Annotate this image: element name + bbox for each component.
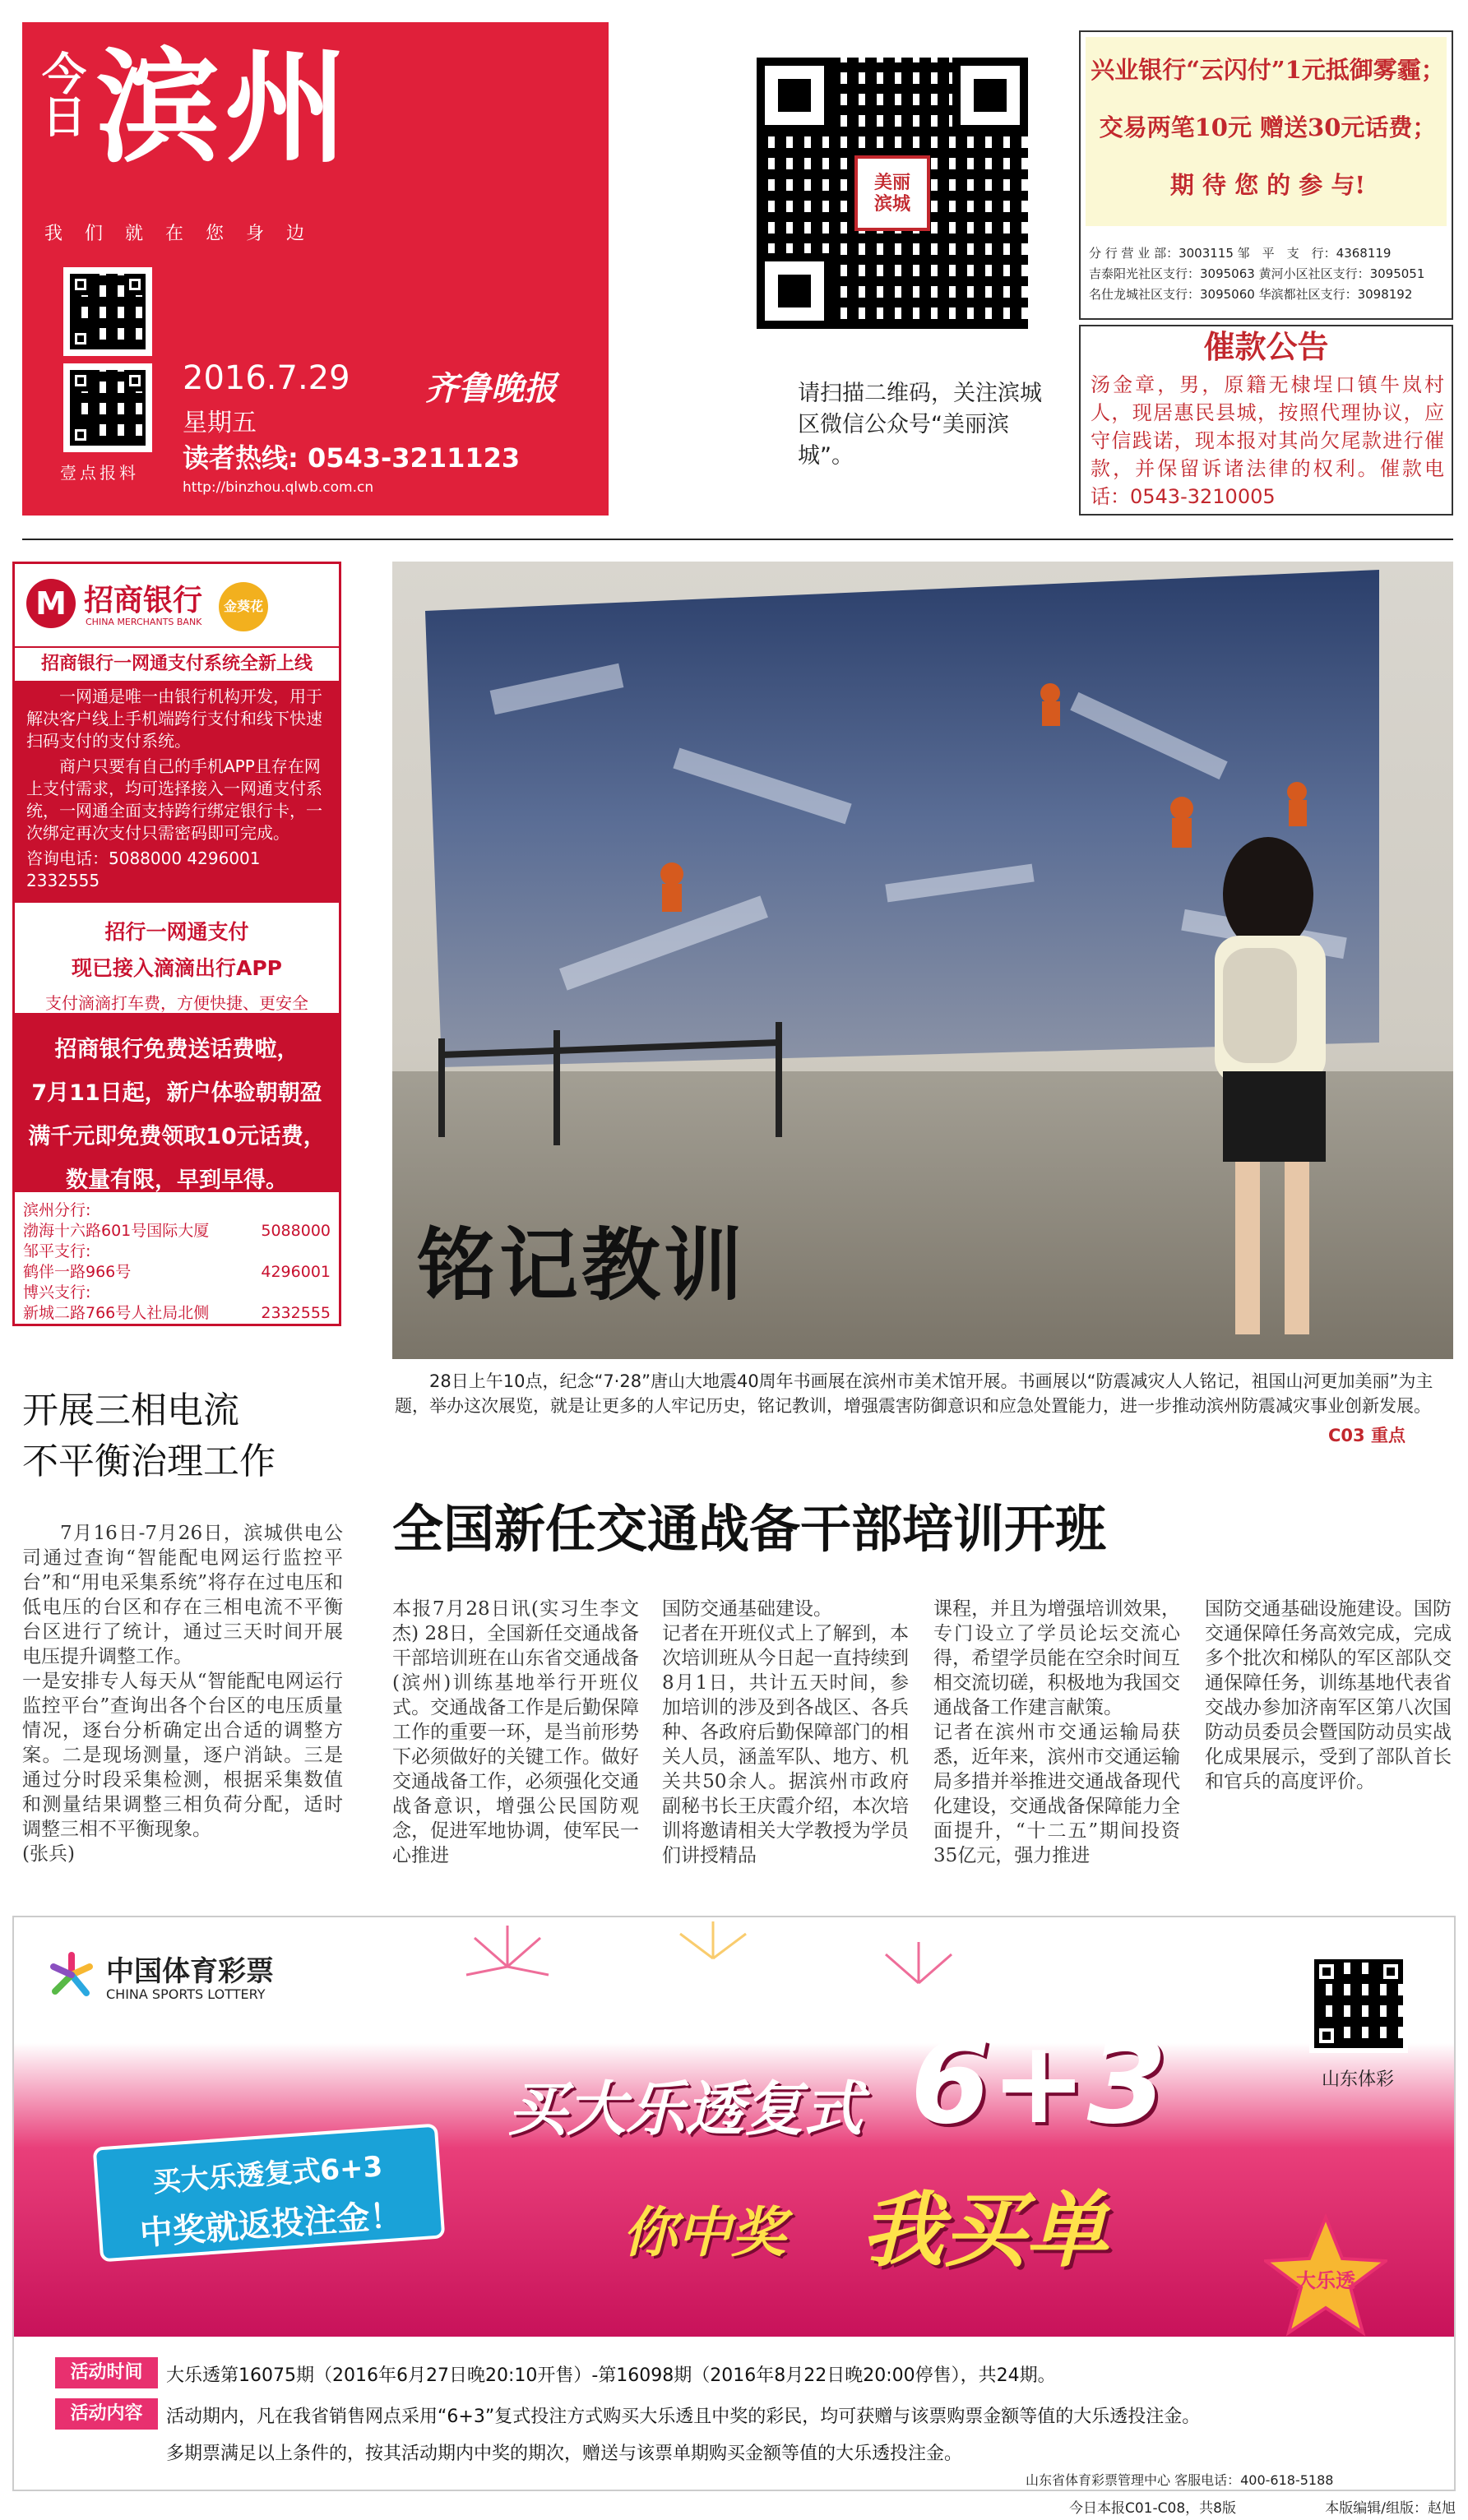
wechat-box (732, 33, 1044, 477)
daletou-logo-text: 大乐透 (1296, 2269, 1355, 2292)
lottery-qr[interactable] (1309, 1954, 1408, 2053)
activity-period-text: 大乐透第16075期（2016年6月27日晚20:10开售）-第16098期（2016年8月22日晚20:00停售），共24期。 (166, 2365, 1056, 2386)
lottery-logo-icon (47, 1950, 96, 2000)
cmb-branch-addr: 新城二路766号人社局北侧 (23, 1304, 210, 1322)
cmb-header (15, 564, 339, 646)
xingye-line-3: 期 待 您 的 参 与! (1169, 171, 1366, 199)
left-article-title (22, 1385, 351, 1487)
lottery-brand-en: CHINA SPORTS LOTTERY (106, 1986, 266, 2002)
lottery-slogan-b: 我买单 (861, 2182, 1108, 2278)
website-url[interactable]: http://binzhou.qlwb.com.cn (183, 479, 374, 496)
top-divider (22, 539, 1453, 540)
lottery-footer: 山东省体育彩票管理中心 客服电话：400-618-5188 (1026, 2472, 1334, 2488)
cmb-branch-name: 邹平支行: (23, 1242, 91, 1260)
news-photo (392, 562, 1453, 1359)
daletou-logo (1264, 2213, 1387, 2337)
cmb-promo-2-line-4: 数量有限，早到早得。 (66, 1168, 288, 1193)
cmb-info-panel (15, 681, 339, 903)
footer-edition: 今日本报C01-C08，共8版 (1069, 2500, 1236, 2517)
photo-caption: 28日上午10点，纪念“7·28”唐山大地震40周年书画展在滨州市美术馆开展。书画展以“防震减灾人人铭记，祖国山河更加美丽”为主题，举办这次展览，就是让更多的人牢记历史，铭记教训，增强震害防御意识和应急处置能力，进一步推动滨州防震减灾事业创新发展。 (395, 1371, 1433, 1416)
activity-content-text-2: 多期票满足以上条件的，按其活动期内中奖的期次，赠送与该票单期购买金额等值的大乐透投注金。 (166, 2444, 963, 2464)
photo-headline: 铭记教训 (417, 1219, 746, 1311)
lottery-brand: 中国体育彩票 (106, 1955, 274, 1988)
weekday: 星期五 (183, 409, 257, 437)
cmb-contact: 咨询电话：5088000 4296001 2332555 (26, 848, 261, 890)
qr-code-icon (70, 274, 146, 349)
cmb-bank-name: 招商银行 (84, 584, 203, 617)
lottery-qr-label: 山东体彩 (1322, 2069, 1395, 2090)
qr-label: 壹点报料 (60, 463, 139, 483)
cmb-branch-tel: 4296001 (261, 1263, 331, 1281)
cmb-promo-1 (15, 904, 339, 1011)
lottery-headline-number: 6+3 (910, 2016, 1168, 2150)
lottery-slogan-a: 你中奖 (623, 2201, 785, 2264)
left-article-title-line-2: 不平衡治理工作 (22, 1440, 276, 1482)
report-qr[interactable] (63, 267, 152, 356)
xingye-branch-1: 分 行 营 业 部：3003115 邹 平 支 行：4368119 (1089, 246, 1392, 261)
footer-editor: 本版编辑/组版：赵旭 (1325, 2500, 1456, 2517)
cmb-promo-1-note: 支付滴滴打车费，方便快捷、更安全 (45, 993, 308, 1013)
cmb-promo-2-line-2: 7月11日起，新户体验朝朝盈 (31, 1080, 322, 1106)
lottery-badge-line-1: 买大乐透复式6+3 (151, 2150, 384, 2199)
notice-body: 汤金章，男，原籍无棣埕口镇牛岚村人，现居惠民县城，按照代理协议，应守信践诺，现本报对其尚欠尾款进行催款，并保留诉诸法律的权利。催款电话：0543-3210005 (1091, 373, 1444, 508)
cmb-branch-name: 滨州分行: (23, 1201, 91, 1219)
issue-date: 2016.7.29 (183, 359, 350, 397)
qr-code-icon (70, 370, 146, 446)
logo-main: 滨州 (96, 37, 354, 180)
cmb-para-2: 商户只要有自己的手机APP且存在网上支付需求，均可选择接入一网通支付系统，一网通全面支持跨行绑定银行卡，一次绑定再次支付只需密码即可完成。 (26, 756, 322, 843)
sunflower-icon: 金葵花 (219, 582, 268, 631)
qr-code-icon (1314, 1959, 1403, 2048)
cmb-bank-ad (12, 562, 341, 1326)
cmb-bank-name-en: CHINA MERCHANTS BANK (86, 617, 202, 627)
paper-name: 齐鲁晚报 (425, 369, 557, 408)
cmb-branch-addr: 渤海十六路601号国际大厦 (23, 1222, 210, 1240)
cmb-promo-1-sub: 现已接入滴滴出行APP (72, 956, 282, 980)
lottery-ad (12, 1916, 1456, 2491)
cmb-para-1: 一网通是唯一由银行机构开发，用于解决客户线上手机端跨行支付和线下快速扫码支付的支付系统。 (26, 687, 322, 751)
cmb-branches (15, 1195, 339, 1324)
cmb-headline: 招商银行一网通支付系统全新上线 (15, 646, 339, 679)
main-article-col-4: 国防交通基础设施建设。国防交通保障任务高效完成，完成多个批次和梯队的军区部队交通保障任务，训练基地代表省交战办参加济南军区第八次国防动员委员会暨国防动员实战化成果展示，受到了部队首长和官兵的高度评价。 (1205, 1598, 1452, 1792)
logo-small: 今日 (42, 49, 86, 143)
main-article-title: 全国新任交通战备干部培训开班 (392, 1499, 1107, 1559)
cmb-branch-addr: 鹤伴一路966号 (23, 1263, 132, 1281)
xingye-line-1: 兴业银行“云闪付”1元抵御雾霾； (1091, 56, 1445, 84)
lottery-headline: 买大乐透复式 (507, 2074, 864, 2143)
lottery-badge-line-2: 中奖就返投注金！ (138, 2196, 404, 2254)
main-article-col-1: 本报7月28日讯(实习生李文杰) 28日，全国新任交通战备干部培训班在山东省交通战备(滨州)训练基地举行开班仪式。交通战备工作是后勤保障工作的重要一环，是当前形势下必须做好的关键工作。做好交通战备工作，必须强化交通战备意识，增强公民国防观念，促进军地协调，使军民一心推进 (392, 1598, 639, 1866)
main-article-col-3: 课程，并且为增强培训效果，专门设立了学员论坛交流心得，希望学员能在空余时间互相交流切磋，积极地为我国交通战备工作建言献策。 记者在滨州市交通运输局获悉，近年来，滨州市交通运输局多措并举推进交通战备现代化建设，交通战备保障能力全面提升，“十二五”期间投资35亿元，强力推进 (933, 1598, 1180, 1866)
left-article-body: 7月16日-7月26日，滨城供电公司通过查询“智能配电网运行监控平台”和“用电采集系统”将存在过电压和低电压的台区和存在三相电流不平衡台区进行了统计，通过三天时间开展电压提升调整工作。 一是安排专人每天从“智能配电网运行监控平台”查询出各个台区的电压质量情况，逐台分析确定出合适的调整方案。二是现场测量，逐户消缺。三是通过分时段采集检测，根据采集数值和测量结果调整三相负荷分配，适时调整三相不平衡现象。 (张兵) (22, 1523, 343, 1865)
xingye-branch-3: 名仕龙城社区支行：3095060 华滨都社区支行：3098192 (1089, 287, 1413, 302)
cmb-promo-2-line-3: 满千元即免费领取10元话费， (28, 1124, 326, 1149)
payment-notice (1079, 325, 1453, 516)
wechat-caption: 请扫描二维码，关注滨城区微信公众号“美丽滨城”。 (798, 381, 1042, 469)
main-article-col-2: 国防交通基础建设。 记者在开班仪式上了解到，本次培训班从今日起一直持续到8月1日，共计五天时间，参加培训的涉及到各战区、各兵种、各政府后勤保障部门的相关人员，涵盖军队、地方、机关共50余人。据滨州市政府副秘书长王庆霞介绍，本次培训将邀请相关大学教授为学员们讲授精品 (662, 1598, 909, 1866)
cmb-branch-tel: 2332555 (261, 1304, 331, 1322)
reader-hotline: 读者热线: 0543-3211123 (183, 442, 521, 474)
activity-content-text: 活动期内，凡在我省销售网点采用“6+3”复式投注方式购买大乐透且中奖的彩民，均可获赠与该票购票金额等值的大乐透投注金。 (166, 2407, 1201, 2427)
qr-code-icon (757, 58, 1028, 329)
lottery-badge (93, 2124, 446, 2263)
xingye-line-2: 交易两笔10元 赠送30元话费； (1099, 113, 1437, 141)
cmb-branch-name: 博兴支行: (23, 1283, 91, 1302)
cmb-branch-tel: 5088000 (261, 1222, 331, 1240)
activity-content-label: 活动内容 (55, 2398, 158, 2430)
cmb-promo-1-title: 招行一网通支付 (104, 920, 249, 944)
cmb-promo-2 (15, 1013, 339, 1192)
xingye-branch-2: 吉泰阳光社区支行：3095063 黄河小区社区支行：3095051 (1089, 266, 1425, 281)
xingye-bank-ad (1079, 30, 1453, 320)
page-footer (1069, 2496, 1456, 2517)
notice-title: 催款公告 (1203, 329, 1329, 365)
cmb-promo-2-line-1: 招商银行免费送话费啦， (54, 1037, 299, 1062)
wechat-qr[interactable] (757, 58, 1028, 329)
photo-ref: C03 重点 (1328, 1426, 1405, 1445)
cmb-logo-icon: M (26, 579, 76, 628)
wechat-qr-center-label: 美丽滨城 (873, 171, 910, 215)
slogan: 我 们 就 在 您 身 边 (44, 224, 313, 244)
left-article-title-line-1: 开展三相电流 (22, 1389, 239, 1431)
activity-period-label: 活动时间 (55, 2357, 158, 2388)
report-qr-2[interactable] (63, 363, 152, 452)
masthead (22, 22, 609, 516)
